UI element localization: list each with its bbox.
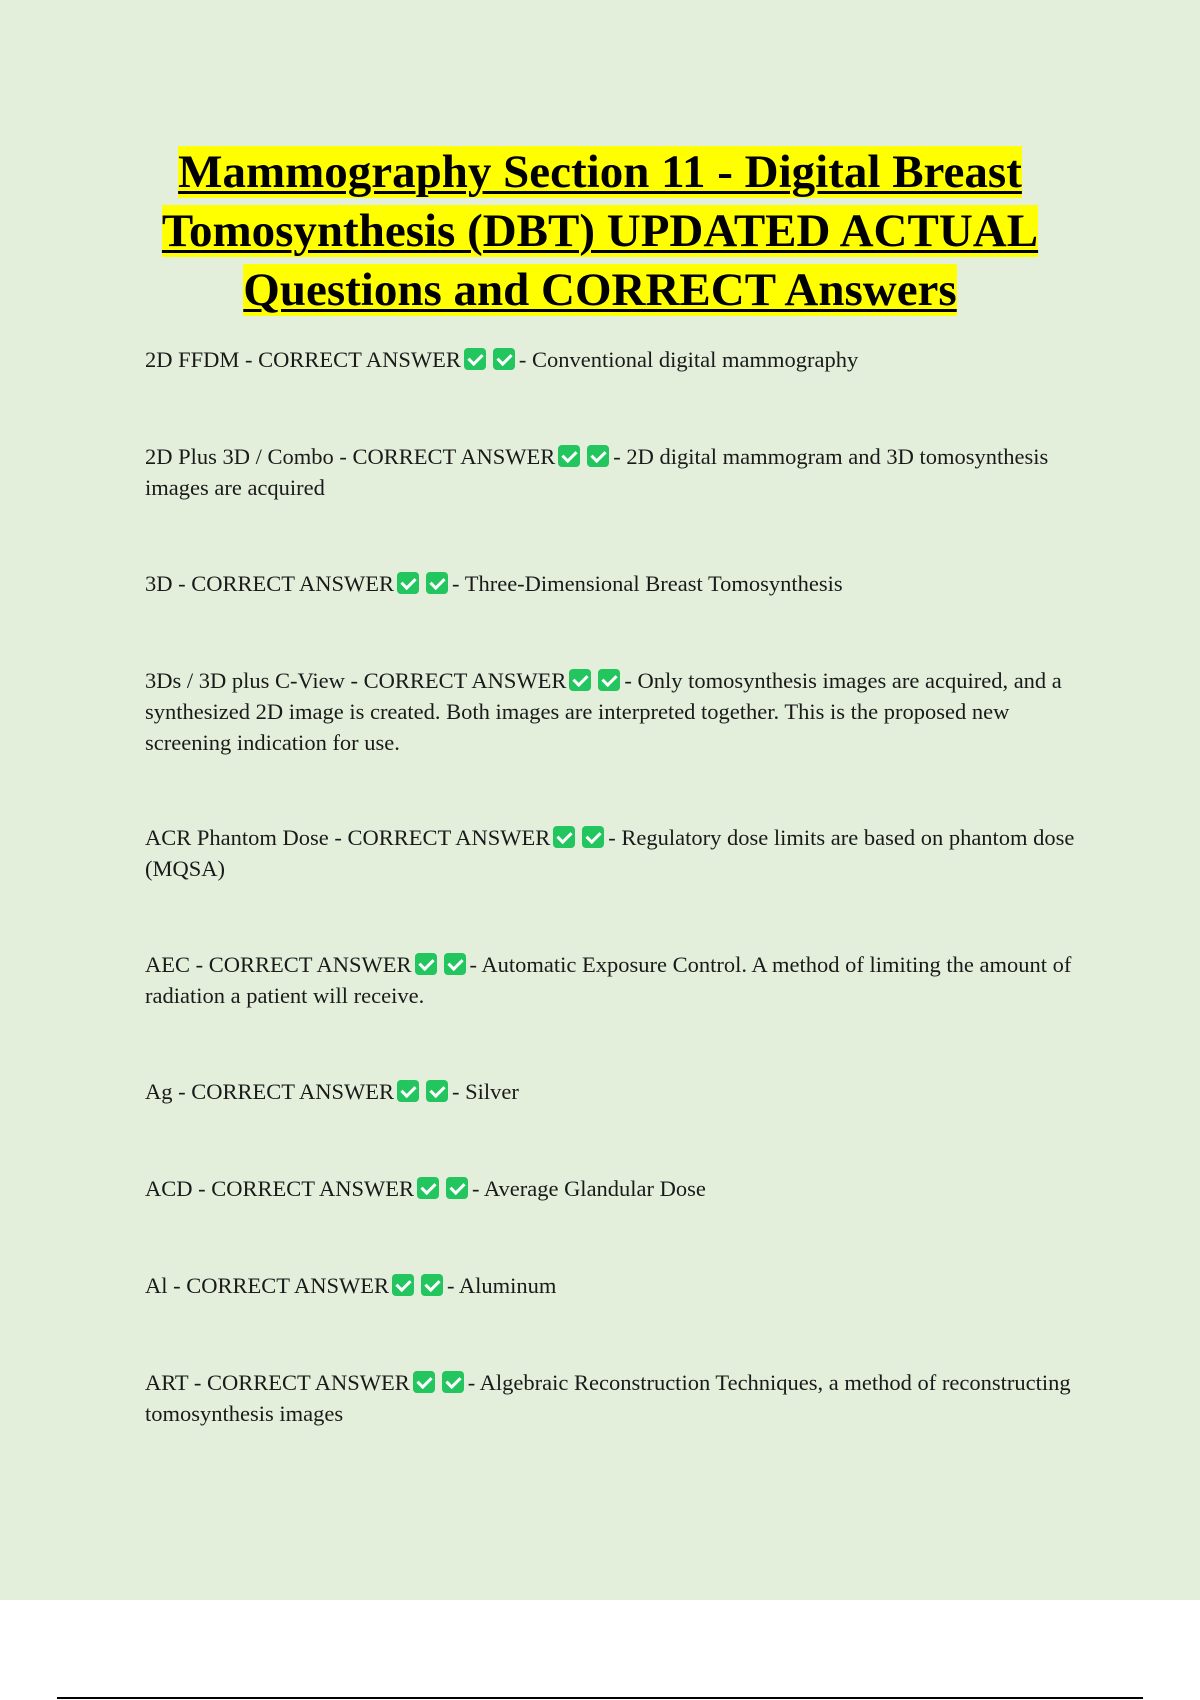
entry-term: 3D (145, 571, 173, 596)
entry-definition: Only tomosynthesis images are acquired, and a synthesized 2D image is created. Both images are interpreted together. This is the proposed new screening indication for use. (145, 668, 1062, 755)
qa-entry: ACD - CORRECT ANSWER - Average Glandular Dose (145, 1176, 706, 1201)
entry-term: 2D FFDM (145, 347, 240, 372)
footer-divider (57, 1697, 1143, 1699)
document-title (100, 143, 1100, 320)
entry-definition: Silver (465, 1079, 519, 1104)
entry-term: ACD (145, 1176, 193, 1201)
check-icon (464, 348, 486, 370)
entry-definition: 2D digital mammogram and 3D tomosynthesis images are acquired (145, 444, 1049, 500)
answer-marker: CORRECT ANSWER (207, 1370, 410, 1395)
answer-marker: CORRECT ANSWER (211, 1176, 415, 1201)
answer-marker: CORRECT ANSWER (258, 347, 461, 372)
qa-entry: 3D - CORRECT ANSWER - Three-Dimensional Breast Tomosynthesis (145, 571, 843, 596)
check-icon (444, 953, 466, 975)
check-icon (442, 1371, 464, 1393)
entry-definition: Algebraic Reconstruction Techniques, a method of reconstructing tomosynthesis images (145, 1370, 1071, 1426)
answer-marker: CORRECT ANSWER (347, 825, 551, 850)
qa-entry: 3Ds / 3D plus C-View - CORRECT ANSWER - Only tomosynthesis images are acquired, and a synthesized 2D image is created. Both images are interpreted together. This is the proposed new screening indication for use. (145, 668, 1062, 755)
check-icon (446, 1177, 468, 1199)
entry-term: Ag (145, 1079, 173, 1104)
answer-marker: CORRECT ANSWER (363, 668, 567, 693)
check-icon (392, 1274, 414, 1296)
check-icon (553, 826, 575, 848)
document-title-text: Mammography Section 11 - Digital Breast Tomosynthesis (DBT) UPDATED ACTUAL Questions and CORRECT Answers (161, 146, 1039, 316)
qa-entry: 2D FFDM - CORRECT ANSWER - Conventional digital mammography (145, 347, 859, 372)
entry-definition: Average Glandular Dose (483, 1176, 706, 1201)
entry-definition: Conventional digital mammography (532, 347, 859, 372)
entry-term: 2D Plus 3D / Combo (145, 444, 334, 469)
check-icon (417, 1177, 439, 1199)
answer-marker: CORRECT ANSWER (352, 444, 556, 469)
qa-entry: ART - CORRECT ANSWER - Algebraic Reconstruction Techniques, a method of reconstructing tomosynthesis images (145, 1370, 1071, 1426)
check-icon (397, 572, 419, 594)
entry-term: AEC (145, 952, 190, 977)
qa-entry: ACR Phantom Dose - CORRECT ANSWER - Regulatory dose limits are based on phantom dose (MQSA) (145, 825, 1075, 881)
answer-marker: CORRECT ANSWER (186, 1273, 389, 1298)
entry-term: 3Ds / 3D plus C-View (145, 668, 345, 693)
check-icon (493, 348, 515, 370)
answer-marker: CORRECT ANSWER (208, 952, 412, 977)
entry-definition: Regulatory dose limits are based on phantom dose (MQSA) (145, 825, 1075, 881)
entry-term: ART (145, 1370, 189, 1395)
check-icon (397, 1080, 419, 1102)
check-icon (587, 445, 609, 467)
check-icon (413, 1371, 435, 1393)
entry-definition: Automatic Exposure Control. A method of limiting the amount of radiation a patient will receive. (145, 952, 1072, 1008)
check-icon (558, 445, 580, 467)
answer-marker: CORRECT ANSWER (191, 571, 394, 596)
entry-definition: Three-Dimensional Breast Tomosynthesis (464, 571, 843, 596)
qa-entry: AEC - CORRECT ANSWER - Automatic Exposure Control. A method of limiting the amount of radiation a patient will receive. (145, 952, 1072, 1008)
entry-term: Al (145, 1273, 168, 1298)
check-icon (421, 1274, 443, 1296)
check-icon (569, 669, 591, 691)
entry-definition: Aluminum (458, 1273, 557, 1298)
check-icon (426, 572, 448, 594)
qa-entry: Ag - CORRECT ANSWER - Silver (145, 1079, 519, 1104)
qa-entry: Al - CORRECT ANSWER - Aluminum (145, 1273, 557, 1298)
answer-marker: CORRECT ANSWER (191, 1079, 394, 1104)
entry-term: ACR Phantom Dose (145, 825, 329, 850)
check-icon (582, 826, 604, 848)
check-icon (415, 953, 437, 975)
check-icon (598, 669, 620, 691)
qa-entry: 2D Plus 3D / Combo - CORRECT ANSWER - 2D digital mammogram and 3D tomosynthesis images are acquired (145, 444, 1049, 500)
check-icon (426, 1080, 448, 1102)
